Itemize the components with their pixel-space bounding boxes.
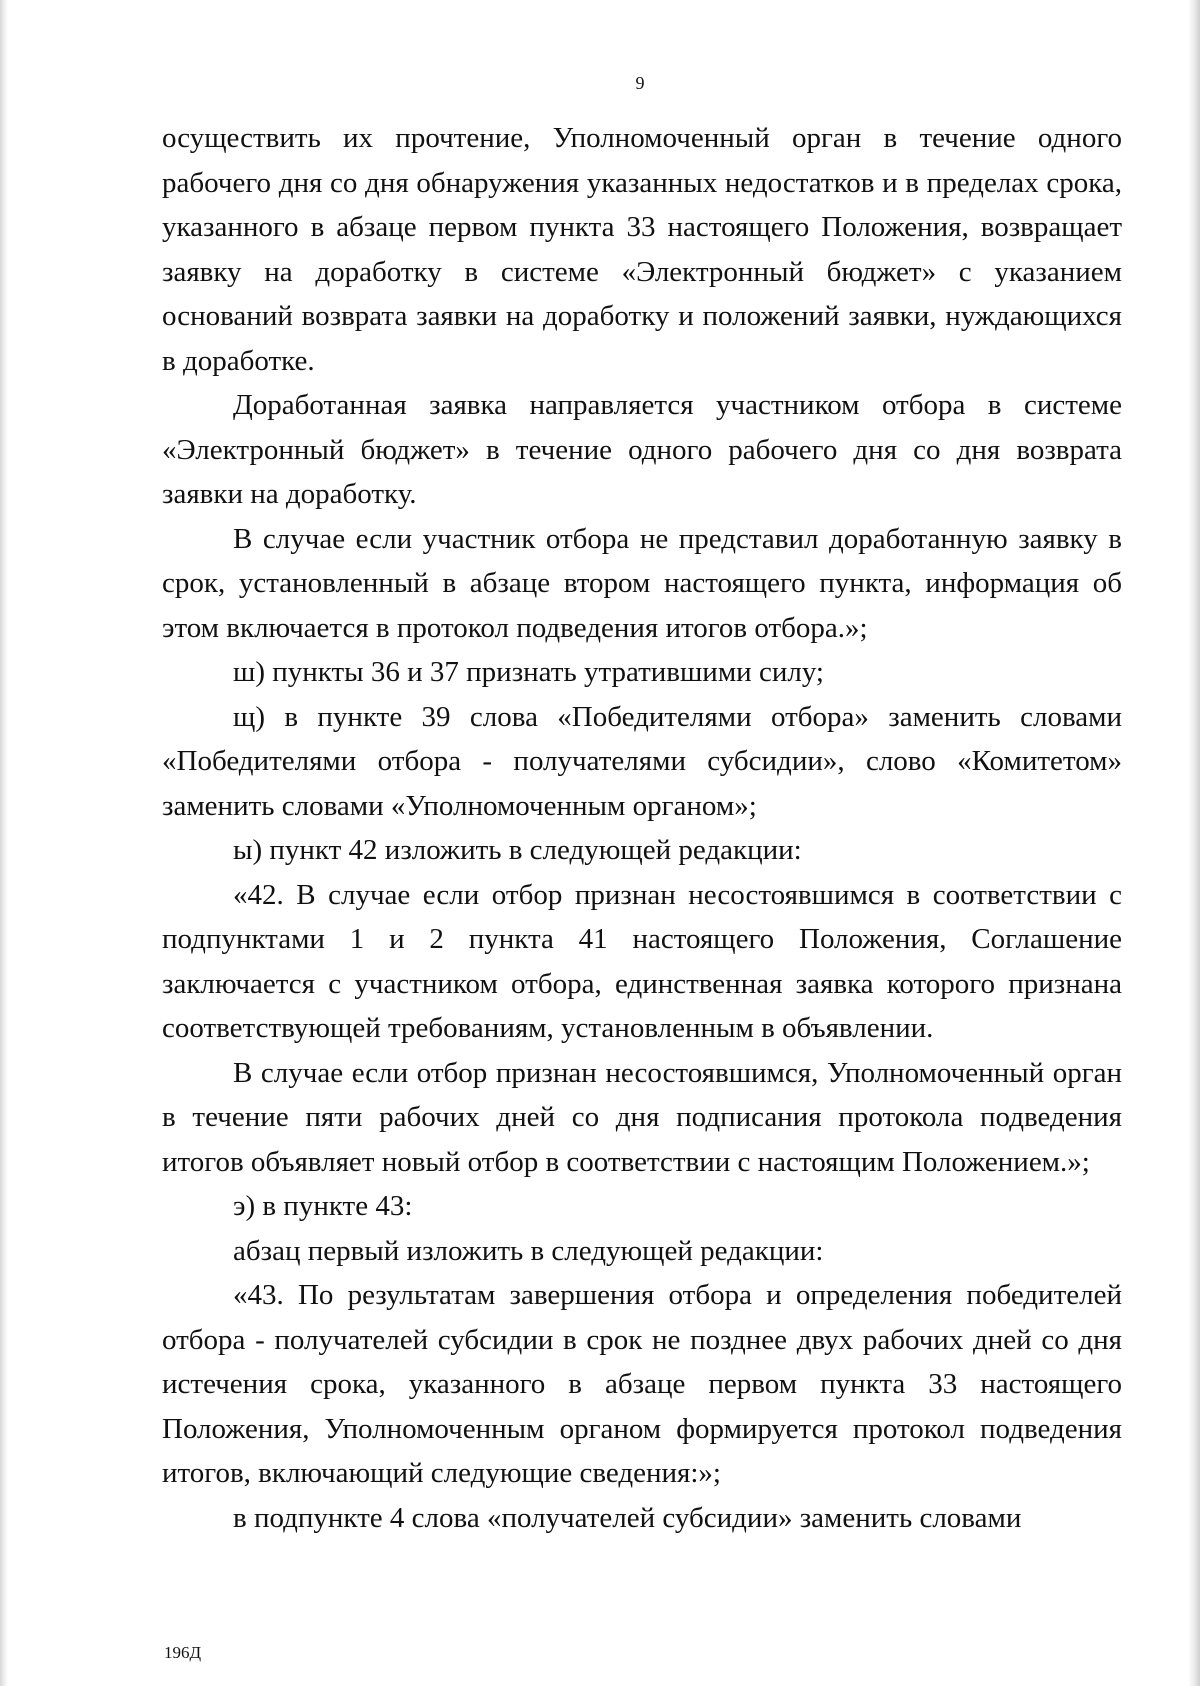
document-body (162, 116, 1122, 1540)
paragraph: В случае если отбор признан несостоявшимся, Уполномоченный орган в течение пяти рабочих дней со дня подписания протокола подведения итогов объявляет новый отбор в соответствии с настоящим Положением.»; (162, 1056, 1122, 1178)
page-number: 9 (635, 73, 645, 93)
paragraph: «43. По результатам завершения отбора и определения победителей отбора - получателей субсидии в срок не позднее двух рабочих дней со дня истечения срока, указанного в абзаце первом пункта 33 настоящего Положения, Уполномоченным органом формируется протокол подведения итогов, включающий следующие сведения:»; (162, 1279, 1122, 1489)
paragraph: щ) в пункте 39 слова «Победителями отбора» заменить словами «Победителями отбора - получателями субсидии», слово «Комитетом» заменить словами «Уполномоченным органом»; (162, 700, 1122, 822)
paragraph: э) в пункте 43: (233, 1190, 413, 1222)
paragraph: ш) пункты 36 и 37 признать утратившими силу; (233, 656, 824, 688)
paragraph: В случае если участник отбора не представил доработанную заявку в срок, установленный в абзаце втором настоящего пункта, информация об этом включается в протокол подведения итогов отбора.»; (162, 522, 1122, 644)
scan-edge-left (0, 0, 8, 1686)
paragraph: ы) пункт 42 изложить в следующей редакции: (233, 834, 802, 866)
paragraph: «42. В случае если отбор признан несостоявшимся в соответствии с подпунктами 1 и 2 пункта 41 настоящего Положения, Соглашение заключается с участником отбора, единственная заявка которого признана соответствующей требованиям, установленным в объявлении. (162, 878, 1122, 1044)
scan-edge-right (1188, 0, 1200, 1686)
paragraph: Доработанная заявка направляется участником отбора в системе «Электронный бюджет» в течение одного рабочего дня со дня возврата заявки на доработку. (162, 389, 1122, 510)
paragraph: абзац первый изложить в следующей редакции: (233, 1234, 824, 1267)
paragraph: осуществить их прочтение, Уполномоченный орган в течение одного рабочего дня со дня обнаружения указанных недостатков и в пределах срока, указанного в абзаце первом пункта 33 настоящего Положения, возвращает заявку на доработку в системе «Электронный бюджет» с указанием оснований возврата заявки на доработку и положений заявки, нуждающихся в доработке. (162, 122, 1122, 377)
paragraph: в подпункте 4 слова «получателей субсидии» заменить словами (233, 1501, 1022, 1534)
document-code: 196Д (164, 1643, 202, 1662)
